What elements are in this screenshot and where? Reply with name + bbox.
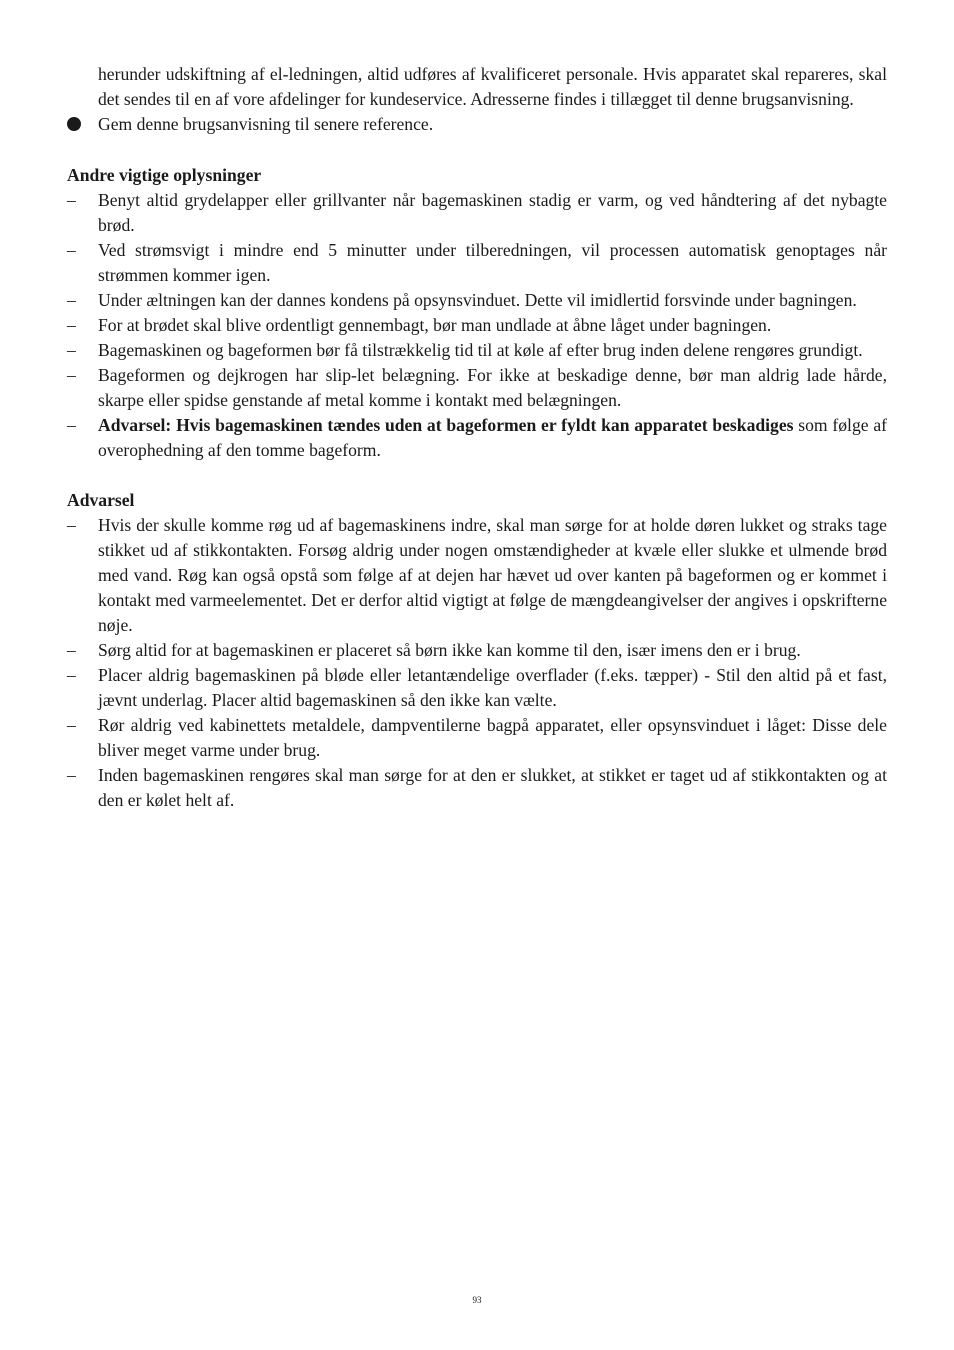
dash-marker: –: [67, 365, 76, 385]
dash-marker: –: [67, 640, 76, 660]
list-item-text: Sørg altid for at bagemaskinen er placeret så børn ikke kan komme til den, især imens den er i brug.: [98, 640, 801, 660]
list-item: [67, 513, 887, 638]
warning-bold-text: Advarsel: Hvis bagemaskinen tændes uden at bageformen er fyldt kan apparatet beskadiges: [98, 415, 794, 435]
continued-paragraph: herunder udskiftning af el-ledningen, altid udføres af kvalificeret personale. Hvis apparatet skal repareres, skal det sendes til en af vore afdelinger for kundeservice. Adresserne findes i tillægget til denne brugsanvisning.: [98, 64, 887, 109]
bullet-marker: [67, 112, 98, 138]
dash-marker: –: [67, 340, 76, 360]
dash-marker: –: [67, 290, 76, 310]
list-item-text: For at brødet skal blive ordentligt gennembagt, bør man undlade at åbne låget under bagningen.: [98, 315, 772, 335]
dash-marker: –: [67, 515, 76, 535]
list-item: [67, 238, 887, 288]
list-item: [67, 663, 887, 713]
bullet-dot-icon: [67, 117, 81, 131]
bullet-item: [67, 112, 887, 138]
list-item: [67, 288, 887, 313]
bullet-text: Gem denne brugsanvisning til senere reference.: [98, 114, 434, 134]
list-item-text: Inden bagemaskinen rengøres skal man sørge for at den er slukket, at stikket er taget ud af stikkontakten og at den er kølet helt af.: [98, 765, 887, 810]
dash-marker: –: [67, 315, 76, 335]
list-item: [67, 363, 887, 413]
list-item: [67, 313, 887, 338]
list-item-text: Ved strømsvigt i mindre end 5 minutter under tilberedningen, vil processen automatisk genoptages når strømmen kommer igen.: [98, 240, 887, 285]
list-item-text: Bageformen og dejkrogen har slip-let belægning. For ikke at beskadige denne, bør man aldrig lade hårde, skarpe eller spidse genstande af metal komme i kontakt med belægningen.: [98, 365, 887, 410]
list-item: [67, 713, 887, 763]
list-item-text: Bagemaskinen og bageformen bør få tilstrækkelig tid til at køle af efter brug inden delene rengøres grundigt.: [98, 340, 863, 360]
list-item-text: Benyt altid grydelapper eller grillvanter når bagemaskinen stadig er varm, og ved håndtering af det nybagte brød.: [98, 190, 887, 235]
dash-marker: –: [67, 240, 76, 260]
list-item: [67, 638, 887, 663]
dash-marker: –: [67, 665, 76, 685]
section-heading-warning: Advarsel: [67, 490, 135, 510]
dash-marker: –: [67, 190, 76, 210]
dash-marker: –: [67, 715, 76, 735]
list-item-text: Placer aldrig bagemaskinen på bløde eller letantændelige overflader (f.eks. tæpper) - Stil den altid på et fast, jævnt underlag. Placer altid bagemaskinen så den ikke kan vælte.: [98, 665, 887, 710]
list-item: [67, 338, 887, 363]
section-heading-other: Andre vigtige oplysninger: [67, 165, 262, 185]
document-page: [67, 62, 887, 813]
list-item-warning: [67, 413, 887, 463]
dash-marker: –: [67, 415, 76, 435]
list-item-text: Rør aldrig ved kabinettets metaldele, dampventilerne bagpå apparatet, eller opsynsvinduet i låget: Disse dele bliver meget varme under brug.: [98, 715, 887, 760]
page-number: 93: [472, 1295, 482, 1305]
list-item: [67, 188, 887, 238]
list-item: [67, 763, 887, 813]
warning-item-text: [98, 413, 887, 463]
list-item-text: Hvis der skulle komme røg ud af bagemaskinens indre, skal man sørge for at holde døren lukket og straks tage stikket ud af stikkontakten. Forsøg aldrig under nogen omstændigheder at kvæle eller slukke et ulmende brød med vand. Røg kan også opstå som følge af at dejen har hævet ud over kanten på bageformen og er kommet i kontakt med varmeelementet. Det er derfor altid vigtigt at følge de mængdeangivelser der angives i opskrifterne nøje.: [98, 515, 887, 635]
warning-rest-text: som følge af overophedning af den tomme bageform.: [98, 415, 887, 460]
dash-marker: –: [67, 765, 76, 785]
list-item-text: Under æltningen kan der dannes kondens på opsynsvinduet. Dette vil imidlertid forsvinde under bagningen.: [98, 290, 857, 310]
